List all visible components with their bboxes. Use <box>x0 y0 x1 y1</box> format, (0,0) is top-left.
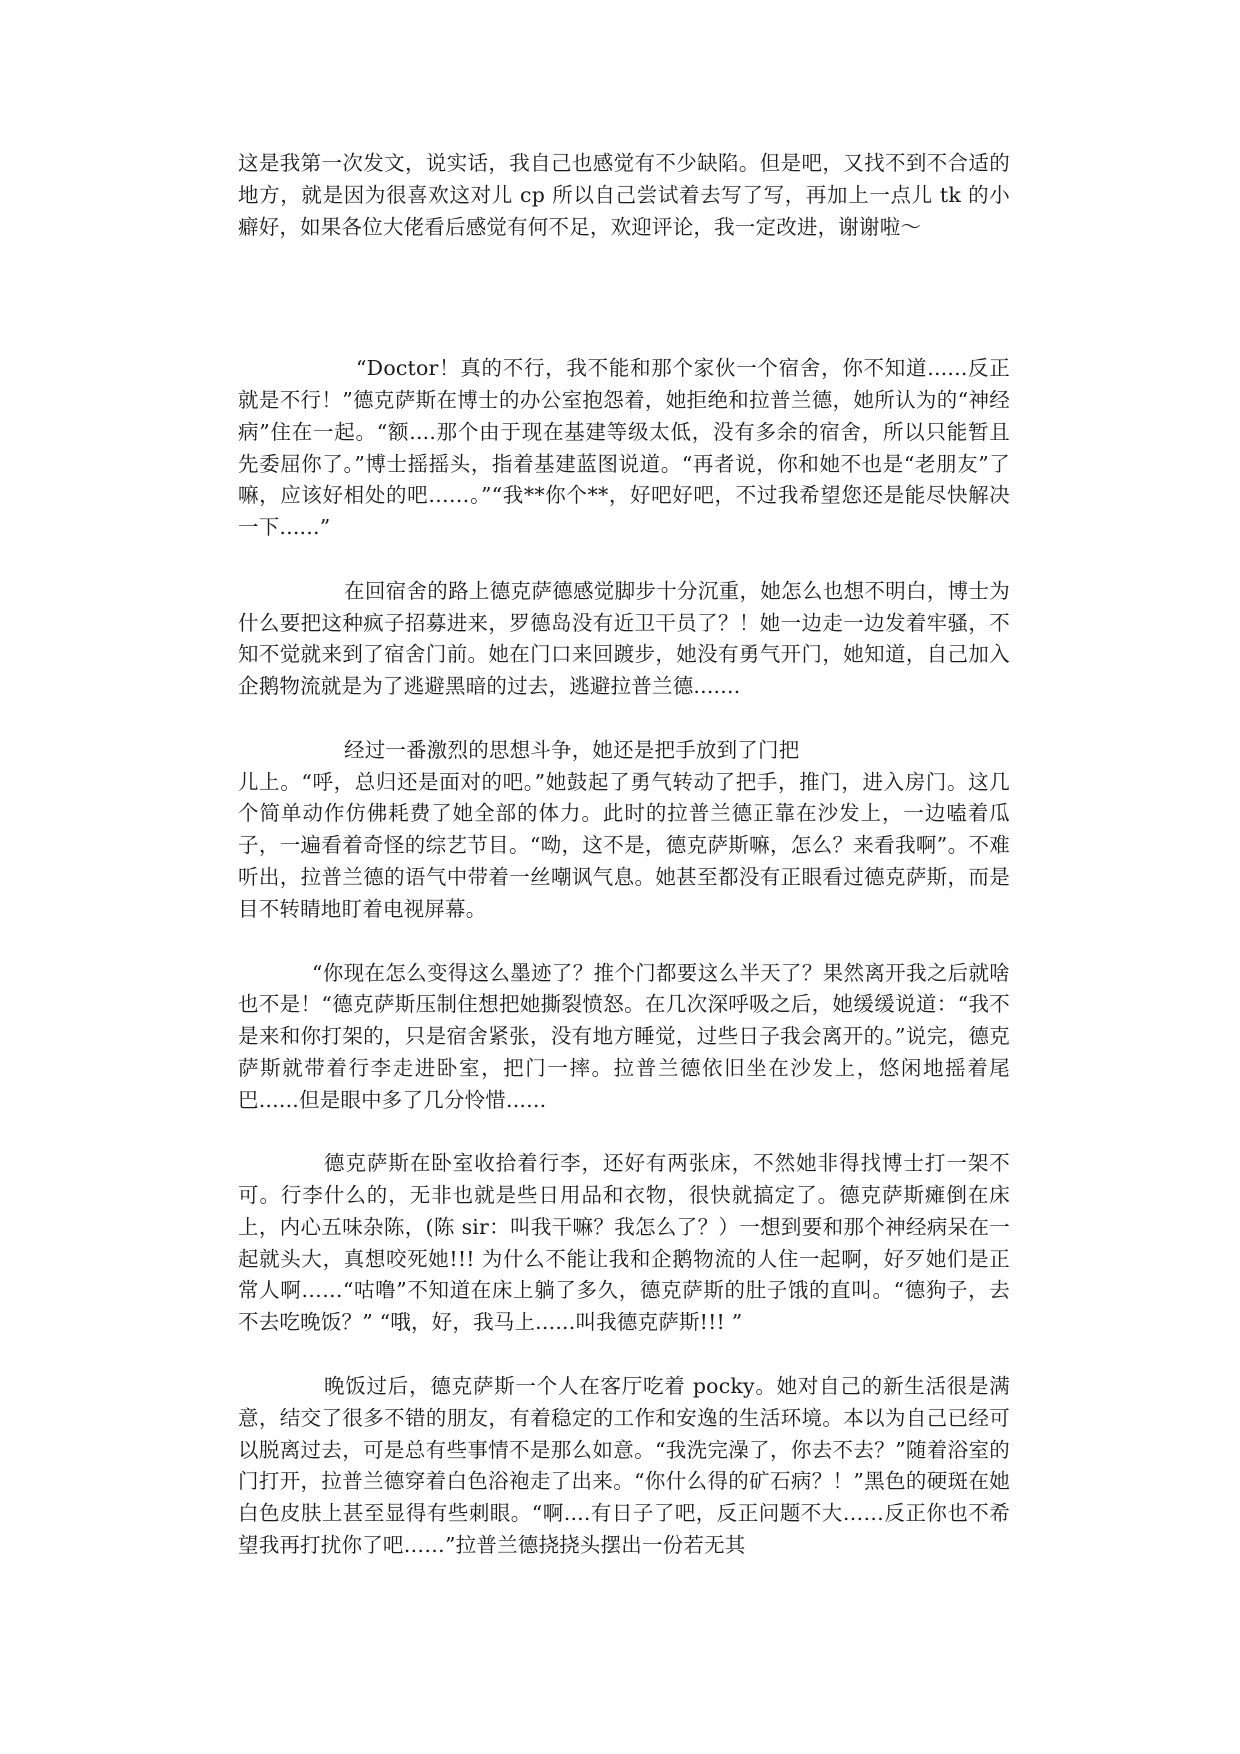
story-paragraph: 晚饭过后，德克萨斯一个人在客厅吃着 pocky。她对自己的新生活很是满意，结交了很多不错的朋友，有着稳定的工作和安逸的生活环境。本以为自己已经可以脱离过去，可是总有些事情不是那么如意。“我洗完澡了，你去不去？”随着浴室的门打开，拉普兰德穿着白色浴袍走了出来。“你什么得的矿石病？！”黑色的硬斑在她白色皮肤上甚至显得有些刺眼。“啊....有日子了吧，反正问题不大……反正你也不希望我再打扰你了吧……”拉普兰德挠挠头摆出一份若无其 <box>238 1373 1010 1557</box>
paragraph-spacer <box>238 703 1010 735</box>
story-paragraph-continuation: 儿上。“呼，总归还是面对的吧。”她鼓起了勇气转动了把手，推门，进入房门。这几个简单动作仿佛耗费了她全部的体力。此时的拉普兰德正靠在沙发上，一边嗑着瓜子，一遍看着奇怪的综艺节目。“呦，这不是，德克萨斯嘛，怎么？来看我啊”。不难听出，拉普兰德的语气中带着一丝嘲讽气息。她甚至都没有正眼看过德克萨斯，而是目不转睛地盯着电视屏幕。 <box>238 769 1010 921</box>
story-paragraph: “你现在怎么变得这么墨迹了？推个门都要这么半天了？果然离开我之后就啥也不是！“德克萨斯压制住想把她撕裂愤怒。在几次深呼吸之后，她缓缓说道：“我不是来和你打架的，只是宿舍紧张，没有地方睡觉，过些日子我会离开的。”说完，德克萨斯就带着行李走进卧室，把门一摔。拉普兰德依旧坐在沙发上，悠闲地摇着尾巴......但是眼中多了几分怜惜...... <box>238 960 1010 1112</box>
document-body <box>238 148 1010 1562</box>
story-paragraph: 在回宿舍的路上德克萨德感觉脚步十分沉重，她怎么也想不明白，博士为什么要把这种疯子招募进来，罗德岛没有近卫干员了？！她一边走一边发着牢骚，不知不觉就来到了宿舍门前。她在门口来回踱步，她没有勇气开门，她知道，自己加入企鹅物流就是为了逃避黑暗的过去，逃避拉普兰德....... <box>238 578 1010 699</box>
story-paragraph <box>238 735 1010 926</box>
story-paragraph-line: 经过一番激烈的思想斗争，她还是把手放到了门把 <box>344 737 800 762</box>
paragraph-spacer <box>238 1339 1010 1371</box>
story-paragraph: “Doctor！真的不行，我不能和那个家伙一个宿舍，你不知道......反正就是不行！”德克萨斯在博士的办公室抱怨着，她拒绝和拉普兰德，她所认为的“神经病”住在一起。“额....那个由于现在基建等级太低，没有多余的宿舍，所以只能暂且先委屈你了。”博士摇摇头，指着基建蓝图说道。“再者说，你和她不也是“老朋友”了嘛，应该好相处的吧……。”“我**你个**，好吧好吧，不过我希望您还是能尽快解决一下......” <box>238 356 1010 540</box>
paragraph-spacer <box>238 1116 1010 1148</box>
paragraph-spacer <box>238 926 1010 958</box>
story-paragraph: 德克萨斯在卧室收拾着行李，还好有两张床，不然她非得找博士打一架不可。行李什么的，无非也就是些日用品和衣物，很快就搞定了。德克萨斯瘫倒在床上，内心五味杂陈，(陈 sir：叫我干嘛？我怎么了？）一想到要和那个神经病呆在一起就头大，真想咬死她!!! 为什么不能让我和企鹅物流的人住一起啊，好歹她们是正常人啊……“咕噜”不知道在床上躺了多久，德克萨斯的肚子饿的直叫。“德狗子，去不去吃晚饭？” “哦，好，我马上......叫我德克萨斯!!! ” <box>238 1151 1010 1335</box>
section-spacer <box>238 243 1010 353</box>
author-preface: 这是我第一次发文，说实话，我自己也感觉有不少缺陷。但是吧，又找不到不合适的地方，就是因为很喜欢这对儿 cp 所以自己尝试着去写了写，再加上一点儿 tk 的小癖好，如果各位大佬看后感觉有何不足，欢迎评论，我一定改进，谢谢啦～ <box>238 151 1010 239</box>
paragraph-spacer <box>238 544 1010 576</box>
